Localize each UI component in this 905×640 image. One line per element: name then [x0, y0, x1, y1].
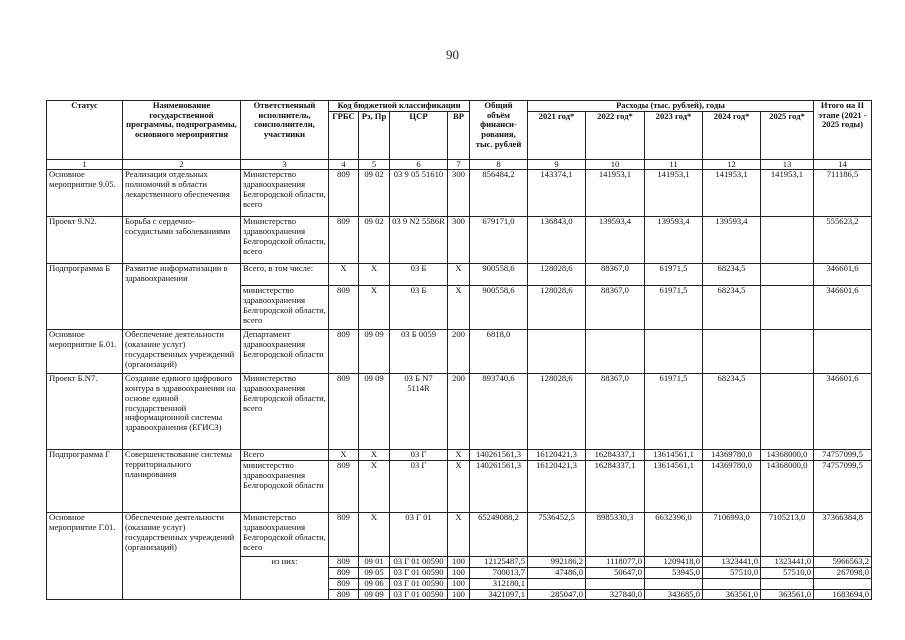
- row-2023: 6632396,0: [645, 513, 703, 557]
- row-total: 679171,0: [470, 217, 528, 264]
- row-grbs: 809: [329, 589, 359, 600]
- row-status: Проект 9.N2.: [47, 217, 123, 264]
- row-vr: Х: [448, 450, 470, 461]
- row-name: Создание единого цифрового контура в здравоохранении на основе единой государственной информационной системы здравоохранения (ЕГИСЗ): [123, 374, 241, 450]
- col-num: 7: [448, 159, 470, 170]
- row-2024: 57510,0: [703, 568, 761, 579]
- row-2021: 7536452,5: [528, 513, 586, 557]
- row-2025: 1323441,0: [761, 557, 814, 568]
- row-name: Борьба с сердечно-сосудистыми заболеваниями: [123, 217, 241, 264]
- row-rzpr: 09 06: [359, 578, 390, 589]
- row-status: Основное мероприятие Г.01.: [47, 513, 123, 600]
- row-2021: 16120421,3: [528, 450, 586, 461]
- row-total: 900558,6: [470, 264, 528, 286]
- header-2025: 2025 год*: [761, 111, 814, 159]
- row-total: 65249088,2: [470, 513, 528, 557]
- row-stage: 37366384,8: [814, 513, 872, 557]
- row-2023: 1209418,0: [645, 557, 703, 568]
- row-2024: 1323441,0: [703, 557, 761, 568]
- header-total-volume: Общий объём финанси-рования, тыс. рублей: [470, 101, 528, 160]
- table-row: [47, 450, 872, 461]
- of-which-label: из них:: [241, 557, 329, 568]
- header-status: Статус: [47, 101, 123, 160]
- header-expenses: Расходы (тыс. рублей), годы: [528, 101, 814, 112]
- row-rzpr: Х: [359, 450, 390, 461]
- row-2024: 14369780,0: [703, 450, 761, 461]
- row-vr: Х: [448, 264, 470, 286]
- col-num: 4: [329, 159, 359, 170]
- row-2022: [586, 578, 645, 589]
- row-2021: 992186,2: [528, 557, 586, 568]
- row-2025: [761, 374, 814, 450]
- row-status: Проект Б.N7.: [47, 374, 123, 450]
- row-status: Основное мероприятие 9.05.: [47, 170, 123, 217]
- row-2025: 7105213,0: [761, 513, 814, 557]
- row-2023: 53945,0: [645, 568, 703, 579]
- row-2023: 13614561,1: [645, 461, 703, 513]
- row-stage: 346601,6: [814, 374, 872, 450]
- row-grbs: 809: [329, 568, 359, 579]
- budget-table: [46, 100, 872, 600]
- header-budget-code: Код бюджетной классификации: [329, 101, 470, 112]
- row-stage: 346601,6: [814, 264, 872, 286]
- row-2021: 128028,6: [528, 264, 586, 286]
- row-name: Развитие информатизации в здравоохранении: [123, 264, 241, 330]
- row-csr: 03 Б 0059: [390, 330, 448, 374]
- row-csr: 03 9 N2 5586R: [390, 217, 448, 264]
- row-2024: [703, 330, 761, 374]
- row-2025: [761, 286, 814, 330]
- row-grbs: 809: [329, 461, 359, 513]
- row-2025: [761, 578, 814, 589]
- col-num: 12: [703, 159, 761, 170]
- row-stage: 555623,2: [814, 217, 872, 264]
- header-2023: 2023 год*: [645, 111, 703, 159]
- row-grbs: 809: [329, 578, 359, 589]
- header-2021: 2021 год*: [528, 111, 586, 159]
- row-vr: 100: [448, 578, 470, 589]
- row-name: Обеспечение деятельности (оказание услуг) государственных учреждений (организаций): [123, 330, 241, 374]
- row-status: Основное мероприятие Б.01.: [47, 330, 123, 374]
- row-2023: 61971,5: [645, 286, 703, 330]
- row-total: 140261561,3: [470, 461, 528, 513]
- row-2024: 68234,5: [703, 286, 761, 330]
- row-2022: 327840,0: [586, 589, 645, 600]
- row-csr: 03 Г 01 00590: [390, 568, 448, 579]
- row-grbs: Х: [329, 264, 359, 286]
- row-2023: 343685,0: [645, 589, 703, 600]
- table-row: [47, 374, 872, 450]
- row-vr: 100: [448, 557, 470, 568]
- row-csr: 03 Б N7 5114R: [390, 374, 448, 450]
- row-2025: 57510,0: [761, 568, 814, 579]
- row-rzpr: 09 09: [359, 589, 390, 600]
- row-stage: 1683694,0: [814, 589, 872, 600]
- row-csr: 03 Г 01: [390, 513, 448, 557]
- row-rzpr: 09 02: [359, 170, 390, 217]
- row-2024: 68234,5: [703, 374, 761, 450]
- row-total: 140261561,3: [470, 450, 528, 461]
- row-executor: Департамент здравоохранения Белгородской области: [241, 330, 329, 374]
- row-stage: 267098,0: [814, 568, 872, 579]
- row-2025: 141953,1: [761, 170, 814, 217]
- row-stage: 5966563,2: [814, 557, 872, 568]
- row-executor: министерство здравоохранения Белгородской области, всего: [241, 286, 329, 330]
- row-total: 856484,2: [470, 170, 528, 217]
- row-status: Подпрограмма Г: [47, 450, 123, 513]
- row-stage: [814, 578, 872, 589]
- row-stage: 346601,6: [814, 286, 872, 330]
- row-2023: 13614561,1: [645, 450, 703, 461]
- row-name: Реализация отдельных полномочий в области лекарственного обеспечения: [123, 170, 241, 217]
- row-stage: [814, 330, 872, 374]
- row-csr: 03 Б: [390, 286, 448, 330]
- row-csr: 03 Г 01 00590: [390, 557, 448, 568]
- row-2024: 68234,5: [703, 264, 761, 286]
- row-vr: 100: [448, 568, 470, 579]
- row-stage: 74757099,5: [814, 450, 872, 461]
- row-total: 3421097,1: [470, 589, 528, 600]
- row-grbs: 809: [329, 513, 359, 557]
- empty-cell: [241, 578, 329, 589]
- row-grbs: Х: [329, 450, 359, 461]
- row-2022: 88367,0: [586, 286, 645, 330]
- row-2022: 141953,1: [586, 170, 645, 217]
- row-2024: 7106993,0: [703, 513, 761, 557]
- row-2025: [761, 264, 814, 286]
- row-executor: министерство здравоохранения Белгородской области: [241, 461, 329, 513]
- row-vr: Х: [448, 513, 470, 557]
- row-csr: 03 Г 01 00590: [390, 578, 448, 589]
- row-2022: 139593,4: [586, 217, 645, 264]
- row-stage: 74757099,5: [814, 461, 872, 513]
- header-2024: 2024 год*: [703, 111, 761, 159]
- row-rzpr: 09 09: [359, 330, 390, 374]
- row-vr: 200: [448, 374, 470, 450]
- col-num: 14: [814, 159, 872, 170]
- row-status: Подпрограмма Б: [47, 264, 123, 330]
- row-2022: 16284337,1: [586, 450, 645, 461]
- row-grbs: 809: [329, 286, 359, 330]
- col-num: 6: [390, 159, 448, 170]
- row-total: 312180,1: [470, 578, 528, 589]
- row-executor: Министерство здравоохранения Белгородской области, всего: [241, 513, 329, 557]
- row-2025: [761, 217, 814, 264]
- col-num: 3: [241, 159, 329, 170]
- row-2021: 47486,0: [528, 568, 586, 579]
- row-2023: 61971,5: [645, 264, 703, 286]
- row-csr: 03 Г: [390, 450, 448, 461]
- row-rzpr: Х: [359, 461, 390, 513]
- row-2023: [645, 578, 703, 589]
- header-2022: 2022 год*: [586, 111, 645, 159]
- table-row: [47, 217, 872, 264]
- row-vr: 100: [448, 589, 470, 600]
- row-2023: 141953,1: [645, 170, 703, 217]
- row-2024: [703, 578, 761, 589]
- row-2024: 141953,1: [703, 170, 761, 217]
- row-name: Обеспечение деятельности (оказание услуг) государственных учреждений (организаций): [123, 513, 241, 600]
- row-total: 6818,0: [470, 330, 528, 374]
- row-executor: Министерство здравоохранения Белгородской области, всего: [241, 170, 329, 217]
- row-csr: 03 9 05 51610: [390, 170, 448, 217]
- col-num: 5: [359, 159, 390, 170]
- header-csr: ЦСР: [390, 111, 448, 159]
- row-stage: 711186,5: [814, 170, 872, 217]
- row-2022: 1118077,0: [586, 557, 645, 568]
- row-executor: Министерство здравоохранения Белгородской области, всего: [241, 217, 329, 264]
- row-total: 893740,6: [470, 374, 528, 450]
- row-executor: Всего, в том числе:: [241, 264, 329, 286]
- row-2025: [761, 330, 814, 374]
- table-row: [47, 513, 872, 557]
- column-numbers-row: [47, 159, 872, 170]
- col-num: 9: [528, 159, 586, 170]
- row-total: 900558,6: [470, 286, 528, 330]
- header-executor: Ответственный исполнитель, соисполнители, участники: [241, 101, 329, 160]
- row-2024: 139593,4: [703, 217, 761, 264]
- row-2022: 88367,0: [586, 264, 645, 286]
- row-2022: 8985330,3: [586, 513, 645, 557]
- row-vr: Х: [448, 461, 470, 513]
- row-2022: [586, 330, 645, 374]
- row-2023: 139593,4: [645, 217, 703, 264]
- row-grbs: 809: [329, 217, 359, 264]
- row-2021: 143374,1: [528, 170, 586, 217]
- col-num: 2: [123, 159, 241, 170]
- row-csr: 03 Г 01 00590: [390, 589, 448, 600]
- row-csr: 03 Г: [390, 461, 448, 513]
- row-2023: [645, 330, 703, 374]
- empty-cell: [241, 589, 329, 600]
- col-num: 1: [47, 159, 123, 170]
- row-2022: 88367,0: [586, 374, 645, 450]
- col-num: 8: [470, 159, 528, 170]
- row-2023: 61971,5: [645, 374, 703, 450]
- row-total: 700013,7: [470, 568, 528, 579]
- row-grbs: 809: [329, 374, 359, 450]
- row-grbs: 809: [329, 170, 359, 217]
- row-vr: 300: [448, 217, 470, 264]
- table-row: [47, 264, 872, 286]
- row-2021: 16120421,3: [528, 461, 586, 513]
- row-total: 12125487,5: [470, 557, 528, 568]
- row-2024: 14369780,0: [703, 461, 761, 513]
- row-2021: 285047,0: [528, 589, 586, 600]
- row-2021: 136843,0: [528, 217, 586, 264]
- page-number: 90: [446, 47, 459, 62]
- col-num: 13: [761, 159, 814, 170]
- header-total-stage: Итого на II этапе (2021 - 2025 годы): [814, 101, 872, 160]
- row-grbs: 809: [329, 557, 359, 568]
- row-grbs: 809: [329, 330, 359, 374]
- header-grbs: ГРБС: [329, 111, 359, 159]
- row-rzpr: Х: [359, 286, 390, 330]
- row-rzpr: 09 01: [359, 557, 390, 568]
- header-vr: ВР: [448, 111, 470, 159]
- row-2021: [528, 578, 586, 589]
- row-2025: 14368000,0: [761, 450, 814, 461]
- row-2025: 363561,0: [761, 589, 814, 600]
- row-rzpr: 09 09: [359, 374, 390, 450]
- row-2021: [528, 330, 586, 374]
- row-rzpr: 09 02: [359, 217, 390, 264]
- row-executor: Всего: [241, 450, 329, 461]
- row-2022: 16284337,1: [586, 461, 645, 513]
- row-2021: 128028,6: [528, 286, 586, 330]
- header-name: Наименование государственной программы, подпрограммы, основного мероприятия: [123, 101, 241, 160]
- row-2025: 14368000,0: [761, 461, 814, 513]
- row-csr: 03 Б: [390, 264, 448, 286]
- col-num: 10: [586, 159, 645, 170]
- row-vr: 300: [448, 170, 470, 217]
- row-rzpr: 09 05: [359, 568, 390, 579]
- row-executor: Министерство здравоохранения Белгородской области, всего: [241, 374, 329, 450]
- table-row: [47, 170, 872, 217]
- empty-cell: [241, 568, 329, 579]
- row-2022: 50647,0: [586, 568, 645, 579]
- row-2024: 363561,0: [703, 589, 761, 600]
- row-rzpr: Х: [359, 513, 390, 557]
- row-rzpr: Х: [359, 264, 390, 286]
- table-row: [47, 330, 872, 374]
- row-name: Совершенствование системы территориального планирования: [123, 450, 241, 513]
- row-vr: Х: [448, 286, 470, 330]
- col-num: 11: [645, 159, 703, 170]
- row-vr: 200: [448, 330, 470, 374]
- row-2021: 128028,6: [528, 374, 586, 450]
- header-rzpr: Рз, Пр: [359, 111, 390, 159]
